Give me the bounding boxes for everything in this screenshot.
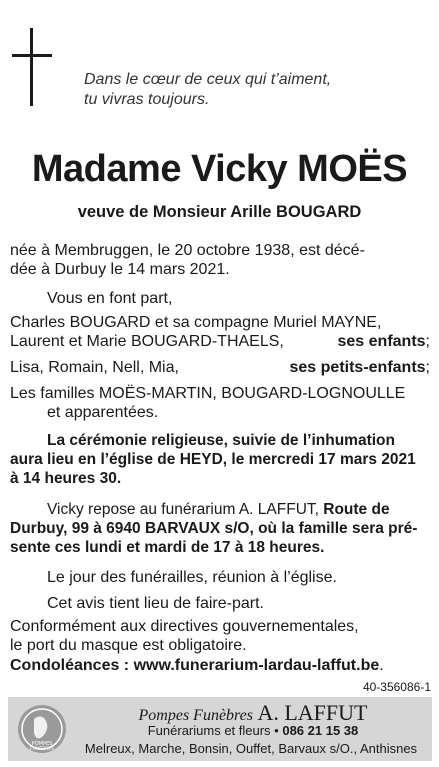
grandchildren-label: ses petits-enfants (289, 359, 426, 376)
family-block (10, 313, 430, 351)
services-line (78, 723, 428, 738)
birth-line1: née à Membruggen, le 20 octobre 1938, est décé- (10, 242, 365, 259)
children-label: ses enfants (337, 333, 426, 350)
grandchildren-names: Lisa, Romain, Nell, Mia, (10, 359, 179, 376)
brand-name: A. LAFFUT (257, 700, 368, 725)
funeral-home-logo-icon (16, 703, 68, 755)
children-names: Laurent et Marie BOUGARD-THAELS, (10, 333, 284, 350)
services: Funérariums et fleurs • (147, 723, 279, 738)
condolences-end: . (379, 657, 384, 674)
birth-line2: dée à Durbuy le 14 mars 2021. (10, 261, 230, 278)
condolences-label: Condoléances : (10, 657, 130, 674)
children-line1: Charles BOUGARD et sa compagne Muriel MAYNE, (10, 314, 382, 331)
announce: Vous en font part, (47, 290, 173, 307)
phone-number[interactable]: 086 21 15 38 (282, 723, 359, 738)
funerarium-line1: Vicky repose au funérarium A. LAFFUT, (47, 501, 319, 518)
families-line: Les familles MOËS-MARTIN, BOUGARD-LOGNOULLE (10, 385, 406, 402)
funerarium-line2: Durbuy, 99 à 6940 BARVAUX s/O, où la famille sera pré- (10, 520, 418, 537)
ceremony-line2: aura lieu en l’église de HEYD, le mercredi 17 mars 2021 (10, 451, 416, 468)
ceremony (10, 431, 430, 488)
punctuation: ; (425, 359, 430, 376)
directives-line2: le port du masque est obligatoire. (10, 637, 247, 654)
epitaph-line: Dans le cœur de ceux qui t’aiment, (84, 71, 332, 88)
svg-text:FUNÈBRES: FUNÈBRES (29, 747, 55, 752)
grandchildren-line (10, 358, 430, 377)
epitaph-line: tu vivras toujours. (84, 91, 210, 108)
funerarium-line3: sente ces lundi et mardi de 17 à 18 heures. (10, 539, 325, 556)
directives (10, 617, 430, 655)
birth-line (10, 241, 430, 260)
condolences-link[interactable]: www.funerarium-lardau-laffut.be (133, 657, 380, 674)
funeral-home-footer (8, 697, 432, 761)
brand-italic: Pompes Funèbres (138, 707, 254, 724)
locations: Melreux, Marche, Bonsin, Ouffet, Barvaux s/O., Anthisnes (84, 741, 418, 756)
ceremony-line3: à 14 heures 30. (10, 470, 122, 487)
ceremony-line1: La cérémonie religieuse, suivie de l’inhumation (47, 432, 395, 449)
directives-line1: Conformément aux directives gouvernementales, (10, 618, 359, 635)
reference-number: 40-356086-1 (362, 680, 431, 694)
cross-icon (12, 28, 52, 106)
epitaph (84, 70, 331, 110)
birth-text (10, 241, 430, 279)
punctuation: ; (425, 333, 430, 350)
deceased-name: Madame Vicky MOËS (31, 148, 408, 190)
gathering: Le jour des funérailles, réunion à l’église. (47, 569, 337, 586)
svg-text:POMPES: POMPES (31, 741, 53, 747)
funerarium-line1-bold: Route de (323, 501, 390, 518)
condolences (10, 656, 430, 675)
notice: Cet avis tient lieu de faire-part. (47, 595, 264, 612)
widow-of: veuve de Monsieur Arille BOUGARD (77, 203, 362, 221)
funerarium (10, 500, 430, 557)
related-line: et apparentées. (47, 404, 159, 421)
children-line2 (10, 332, 430, 351)
